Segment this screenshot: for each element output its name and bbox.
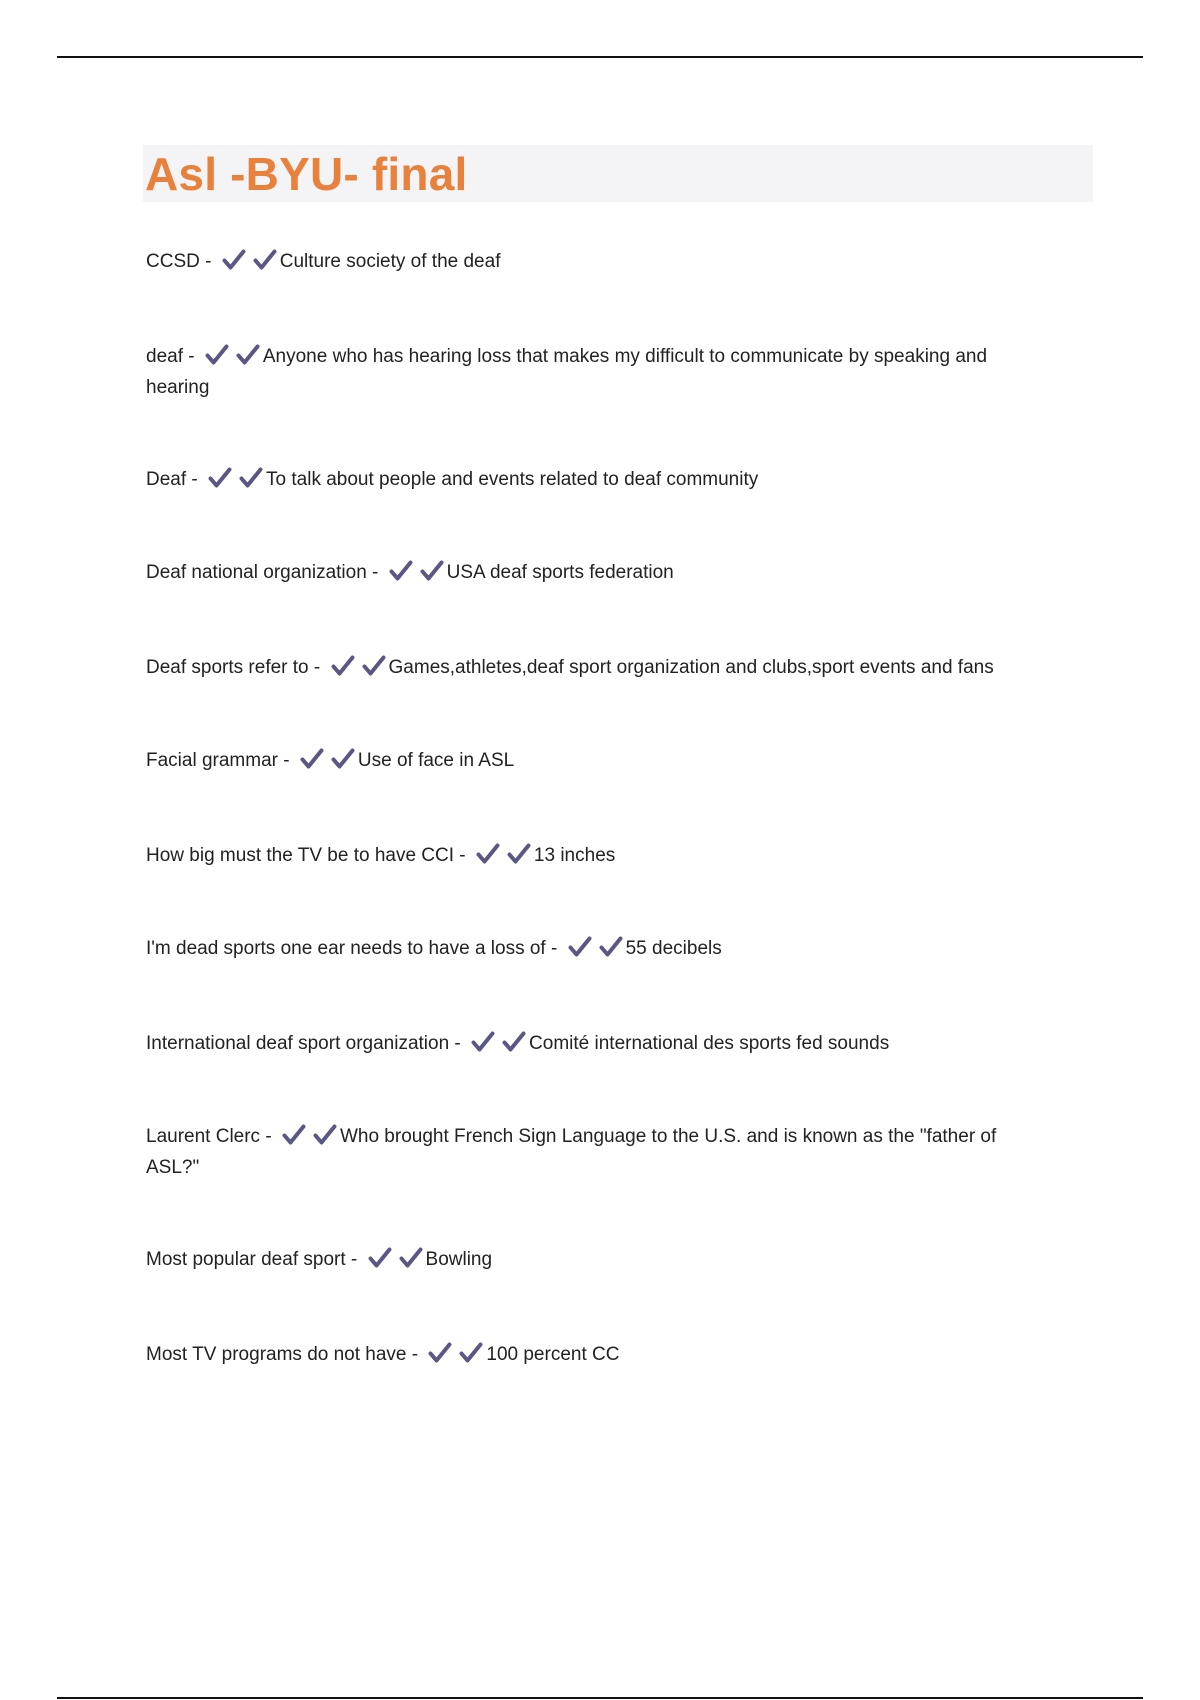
term-separator: - — [186, 469, 204, 490]
flashcard-definition: Games,athletes,deaf sport organization and clubs,sport events and fans — [388, 657, 994, 678]
flashcard-term: Laurent Clerc — [146, 1126, 261, 1147]
flashcard-term: Facial grammar — [146, 750, 278, 771]
checkmark-icon — [331, 655, 355, 677]
flashcard-definition: Culture society of the deaf — [279, 251, 501, 272]
flashcard-term: How big must the TV be to have CCI — [146, 845, 455, 866]
checkmark-icon — [420, 560, 444, 582]
flashcard-definition: 55 decibels — [625, 938, 722, 959]
check-pair — [208, 467, 263, 489]
term-separator: - — [406, 1344, 424, 1365]
checkmark-icon — [568, 936, 592, 958]
flashcard-entry — [146, 246, 1046, 277]
term-separator: - — [454, 845, 471, 866]
checkmark-icon — [362, 655, 386, 677]
flashcard-definition: 100 percent CC — [486, 1344, 620, 1365]
check-pair — [428, 1342, 483, 1364]
term-separator: - — [308, 657, 326, 678]
term-separator: - — [449, 1033, 467, 1054]
flashcard-term: Deaf sports refer to — [146, 657, 309, 678]
bottom-rule — [57, 1697, 1143, 1699]
flashcard-definition: Comité international des sports fed sounds — [529, 1033, 890, 1054]
flashcard-term: Most popular deaf sport — [146, 1249, 346, 1270]
checkmark-icon — [459, 1342, 483, 1364]
checkmark-icon — [208, 467, 232, 489]
check-pair — [389, 560, 444, 582]
checkmark-icon — [300, 748, 324, 770]
title-band — [143, 145, 1093, 202]
flashcard-term: Most TV programs do not have — [146, 1344, 407, 1365]
checkmark-icon — [368, 1247, 392, 1269]
checkmark-icon — [282, 1124, 306, 1146]
flashcard-entry — [146, 1028, 1046, 1059]
flashcard-entry — [146, 745, 1046, 776]
flashcard-entry — [146, 933, 1046, 964]
flashcard-definition: Bowling — [425, 1249, 493, 1270]
term-separator: - — [182, 346, 200, 367]
flashcard-entry — [146, 1121, 1046, 1183]
checkmark-icon — [428, 1342, 452, 1364]
checkmark-icon — [253, 249, 277, 271]
check-pair — [368, 1247, 423, 1269]
check-pair — [282, 1124, 337, 1146]
check-pair — [471, 1031, 526, 1053]
checkmark-icon — [471, 1031, 495, 1053]
top-rule — [57, 56, 1143, 58]
checkmark-icon — [236, 344, 260, 366]
flashcard-definition: To talk about people and events related to deaf community — [266, 469, 759, 490]
term-separator: - — [345, 1249, 363, 1270]
term-separator: - — [366, 562, 384, 583]
flashcard-term: Deaf national organization — [146, 562, 367, 583]
checkmark-icon — [205, 344, 229, 366]
flashcard-definition: USA deaf sports federation — [446, 562, 674, 583]
check-pair — [300, 748, 355, 770]
document-title: Asl -BYU- final — [145, 147, 468, 200]
checkmark-icon — [399, 1247, 423, 1269]
check-pair — [476, 843, 531, 865]
term-separator: - — [277, 750, 295, 771]
checkmark-icon — [389, 560, 413, 582]
flashcard-definition: Use of face in ASL — [357, 750, 515, 771]
flashcard-term: deaf — [146, 346, 183, 367]
checkmark-icon — [331, 748, 355, 770]
checkmark-icon — [476, 843, 500, 865]
check-pair — [205, 344, 260, 366]
flashcard-entry — [146, 341, 1046, 403]
checkmark-icon — [599, 936, 623, 958]
term-separator: - — [260, 1126, 277, 1147]
flashcard-definition: Anyone who has hearing loss that makes my difficult to communicate by speaking and hearing — [146, 346, 988, 398]
flashcard-entry — [146, 464, 1046, 495]
flashcard-term: Deaf — [146, 469, 187, 490]
check-pair — [331, 655, 386, 677]
flashcard-definition: Who brought French Sign Language to the U.S. and is known as the "father of ASL?" — [146, 1126, 997, 1178]
flashcard-definition: 13 inches — [533, 845, 616, 866]
flashcard-entry — [146, 557, 1046, 588]
check-pair — [568, 936, 623, 958]
check-pair — [222, 249, 277, 271]
flashcard-entry — [146, 840, 1046, 871]
flashcard-term: International deaf sport organization — [146, 1033, 450, 1054]
flashcard-entry — [146, 1244, 1046, 1275]
flashcard-entry — [146, 652, 1046, 683]
checkmark-icon — [502, 1031, 526, 1053]
checkmark-icon — [313, 1124, 337, 1146]
term-separator: - — [545, 938, 563, 959]
term-separator: - — [199, 251, 217, 272]
checkmark-icon — [239, 467, 263, 489]
flashcard-term: I'm dead sports one ear needs to have a loss of — [146, 938, 546, 959]
flashcard-entry — [146, 1339, 1046, 1370]
checkmark-icon — [222, 249, 246, 271]
checkmark-icon — [507, 843, 531, 865]
flashcard-term: CCSD — [146, 251, 200, 272]
